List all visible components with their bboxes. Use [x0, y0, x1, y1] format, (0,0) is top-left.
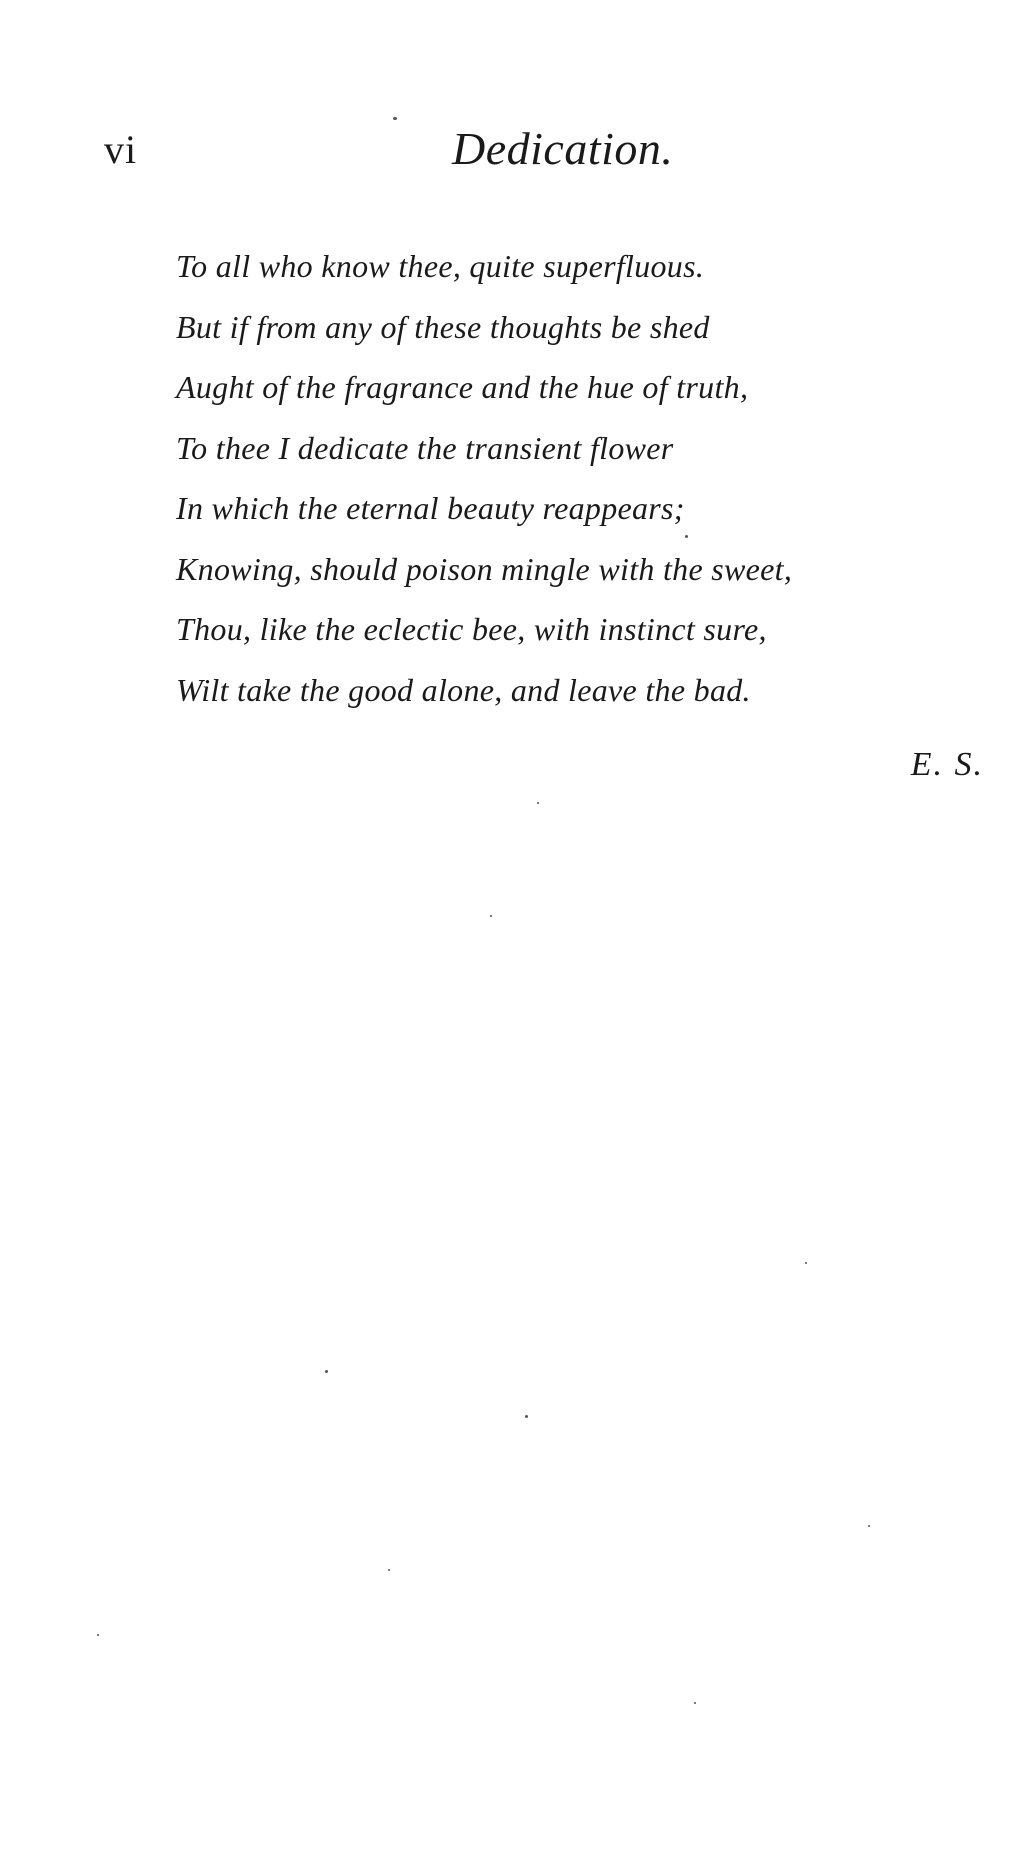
poem-line: Wilt take the good alone, and leave the bad.: [176, 671, 751, 708]
poem-line: But if from any of these thoughts be shed: [176, 308, 710, 345]
scan-speck: [525, 1415, 528, 1418]
poem-line: Aught of the fragrance and the hue of truth,: [176, 369, 749, 405]
scan-speck: [97, 1634, 99, 1636]
scan-speck: [537, 802, 539, 804]
scan-speck: [685, 535, 688, 538]
page-number: vi: [104, 127, 138, 172]
scan-speck: [868, 1525, 870, 1527]
poem-line: In which the eternal beauty reappears;: [176, 490, 685, 526]
scan-speck: [694, 1702, 696, 1704]
signature: E. S.: [910, 746, 984, 783]
running-title: Dedication.: [452, 123, 674, 174]
dedication-poem: [176, 236, 792, 720]
poem-line: To thee I dedicate the transient flower: [176, 429, 674, 466]
scan-speck: [393, 117, 397, 120]
scan-speck: [325, 1370, 328, 1373]
poem-line: To all who know thee, quite superfluous.: [176, 248, 705, 284]
poem-line: Thou, like the eclectic bee, with instinct sure,: [176, 611, 767, 647]
poem-line: Knowing, should poison mingle with the sweet,: [176, 550, 793, 587]
scan-speck: [388, 1569, 390, 1571]
scan-speck: [490, 915, 492, 917]
scan-speck: [805, 1262, 807, 1264]
